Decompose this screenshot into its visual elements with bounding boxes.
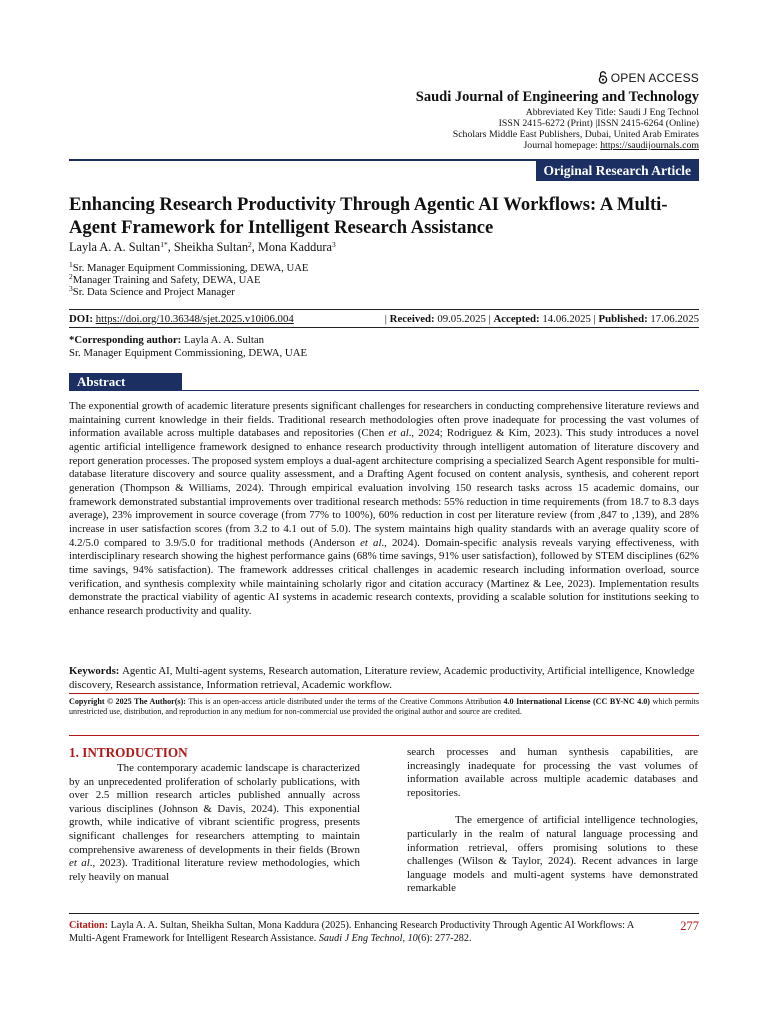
- article-type-band: [69, 159, 699, 182]
- author-name: Sheikha Sultan: [173, 240, 248, 254]
- copyright-notice: Copyright © 2025 The Author(s): This is an open-access article distributed under the terms of the Creative Commons Attribution 4.0 International License (CC BY-NC 4.0) which permits unrestricted use, distribution, and reproduction in any medium for non-commercial use provided the original author and source are credited.: [69, 697, 700, 716]
- doi-link[interactable]: https://doi.org/10.36348/sjet.2025.v10i06.004: [95, 313, 294, 325]
- article-type-label: Original Research Article: [536, 161, 699, 181]
- body-paragraph: The contemporary academic landscape is characterized by an unprecedented proliferation of scholarly publications, with over 2.5 million research articles published annually across various disciplines (Johnson & Davis, 2024). This exponential growth, while indicative of vibrant scientific progress, presents significant challenges for researchers attempting to maintain comprehensive awareness of developments in their fields (Brown et al., 2023). Traditional literature review methodologies, which rely heavily on manual: [69, 762, 360, 883]
- divider: [69, 327, 699, 328]
- author-name: Layla A. A. Sultan: [69, 240, 161, 254]
- author-affiliation-mark: 1*: [160, 240, 168, 249]
- homepage-link[interactable]: https://saudijournals.com: [600, 140, 699, 151]
- open-access-badge: [598, 71, 699, 85]
- body-paragraph: search processes and human synthesis capabilities, are increasingly inadequate for processing the vast volumes of information available across multiple academic databases and repositories.: [407, 746, 698, 799]
- homepage-label: Journal homepage:: [523, 140, 601, 151]
- affiliation-1: $^1$Sr. Manager Equipment Commissioning, DEWA, UAE: [69, 260, 309, 274]
- corresponding-affiliation: Sr. Manager Equipment Commissioning, DEWA, UAE: [69, 347, 308, 359]
- journal-publisher: Scholars Middle East Publishers, Dubai, United Arab Emirates: [452, 129, 699, 140]
- copyright-divider: [69, 735, 699, 736]
- body-column-right: [407, 746, 698, 896]
- publication-dates: | Received: 09.05.2025 | Accepted: 14.06.2025 | Published: 17.06.2025: [384, 313, 699, 325]
- journal-homepage: [523, 140, 699, 152]
- body-column-left: [69, 762, 360, 884]
- keywords-label: Keywords:: [69, 665, 123, 677]
- copyright-divider: [69, 693, 699, 694]
- author-affiliation-mark: 3: [332, 240, 336, 249]
- open-access-label: OPEN ACCESS: [610, 71, 699, 85]
- author-name: Mona Kaddura: [257, 240, 332, 254]
- citation-label: Citation:: [69, 920, 109, 931]
- abstract-band: [69, 373, 699, 391]
- keywords: [69, 665, 699, 692]
- citation: Citation: Layla A. A. Sultan, Sheikha Sultan, Mona Kaddura (2025). Enhancing Research Productivity Through Agentic AI Workflows: A Multi-Agent Framework for Intelligent Research Assistance. Saudi J Eng Technol, 10(6): 277-282.: [69, 920, 634, 944]
- journal-abbrev: Abbreviated Key Title: Saudi J Eng Technol: [525, 107, 699, 118]
- section-heading-introduction: 1. INTRODUCTION: [69, 745, 188, 760]
- affiliation-3: $^3$Sr. Data Science and Project Manager: [69, 284, 235, 298]
- abstract-text: The exponential growth of academic literature presents significant challenges for researchers in conducting comprehensive literature reviews and maintaining current knowledge in their fields. Traditional research methodologies often prove inadequate for processing the vast volumes of information available across multiple databases and repositories (Chen et al., 2024; Rodriguez & Kim, 2023). This study introduces a novel agentic artificial intelligence framework designed to enhance research productivity through intelligent automation of literature discovery and report generation processes. The proposed system employs a dual-agent architecture comprising a specialized Search Agent responsible for multi-database literature discovery and source quality assessment, and a Drafting Agent focused on content analysis, synthesis, and coherent report generation (Thompson & Williams, 2024). Through empirical evaluation involving 150 research tasks across 15 academic domains, our framework demonstrated substantial improvements over traditional research methods: 55% reduction in time requirements (from 18.7 to 8.3 days average), 23% improvement in source coverage (from 77% to 100%), 60% reduction in cost per literature review (from ,847 to ,139), and 28% increase in user satisfaction scores (from 3.2 to 4.1 out of 5.0). The system maintains high quality standards with an average quality score of 4.2/5.0 compared to 3.9/5.0 for traditional methods (Anderson et al., 2024). Domain-specific analysis reveals varying effectiveness, with interdisciplinary research showing the highest performance gains (68% time savings, 91% user satisfaction), followed by STEM disciplines (62% time savings, 94% satisfaction). The framework addresses critical challenges in academic research including information overload, source verification, and synthesis complexity while maintaining scholarly rigor and citation accuracy (Martinez & Lee, 2023). Implementation results demonstrate the practical viability of agentic AI systems in academic research contexts, providing a scalable solution for institutions seeking to enhance research productivity and quality.: [69, 400, 700, 617]
- affiliation-2: $^2$Manager Training and Safety, DEWA, UAE: [69, 272, 261, 286]
- article-title: Enhancing Research Productivity Through Agentic AI Workflows: A Multi-Agent Framework for Intelligent Research Assistance: [69, 194, 668, 238]
- divider: [69, 309, 699, 310]
- doi-label: DOI:: [69, 313, 96, 325]
- corresponding-author: *Corresponding author: Layla A. A. Sultan: [69, 334, 265, 346]
- author-affiliation-mark: 2: [247, 240, 252, 249]
- author-list: Layla A. A. Sultan$^{1*}$, Sheikha Sultan$^2$, Mona Kaddura$^3$: [69, 240, 336, 254]
- body-paragraph: The emergence of artificial intelligence technologies, particularly in the realm of natural language processing and information retrieval, offers promising solutions to these challenges (Wilson & Taylor, 2024). Recent advances in large language models and multi-agent systems have demonstrated remarkable: [407, 814, 698, 895]
- doi-line: [69, 313, 294, 325]
- abstract-heading: Abstract: [69, 373, 182, 390]
- footer-divider: [69, 913, 699, 914]
- keywords-text: Agentic AI, Multi-agent systems, Research automation, Literature review, Academic productivity, Artificial intelligence, Knowledge discovery, Research assistance, Information retrieval, Academic workflow.: [69, 665, 695, 691]
- open-lock-icon: [598, 71, 611, 85]
- journal-issn: ISSN 2415-6272 (Print) |ISSN 2415-6264 (Online): [498, 118, 699, 129]
- journal-name: Saudi Journal of Engineering and Technology: [415, 89, 699, 105]
- page-number: 277: [680, 919, 699, 933]
